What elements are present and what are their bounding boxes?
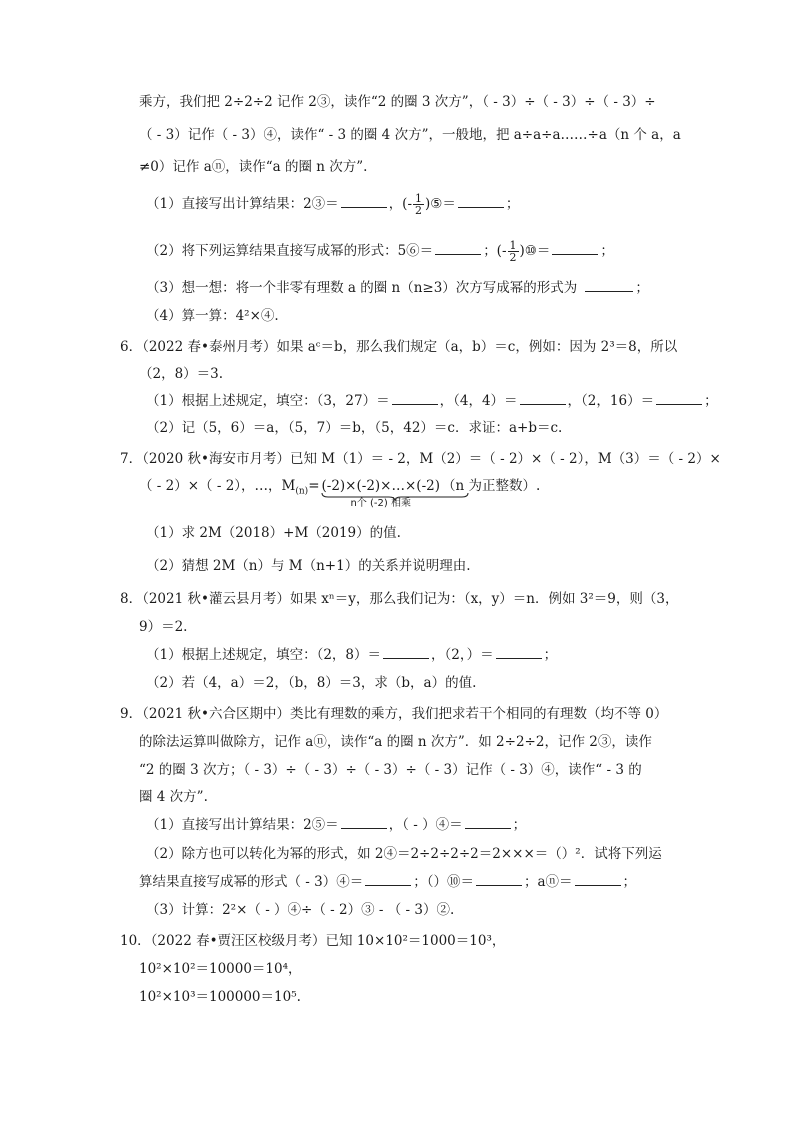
q5-part2-text-d: ； bbox=[600, 243, 614, 259]
q6-part2: （2）记（5，6）＝a，（5，7）＝b，（5，42）＝c．求证：a+b＝c. bbox=[146, 420, 563, 436]
q5-intro-line-3: ≠0）记作 aⓝ，读作“a 的圈 n 次方”. bbox=[139, 159, 368, 175]
fraction-denominator: 2 bbox=[509, 251, 517, 264]
q9-line-2: 的除法运算叫做除方，记作 aⓝ，读作“a 的圈 n 次方”．如 2÷2÷2，记作 2③，读作 bbox=[139, 734, 652, 750]
q5-part2-text: （2）将下列运算结果直接写成幂的形式：5⑥＝ bbox=[146, 243, 434, 259]
q9-part1-text-c: ； bbox=[512, 817, 527, 833]
q5-part1-text: （1）直接写出计算结果：2③＝ bbox=[146, 196, 339, 212]
q9-part2-text: 算结果直接写成幂的形式（ - 3）④＝ bbox=[139, 874, 364, 890]
q9-part2-text-b: ；（）⑩＝ bbox=[413, 874, 474, 890]
q9-part1-text-b: ，（ - ）④＝ bbox=[388, 817, 463, 833]
answer-blank[interactable] bbox=[552, 242, 598, 255]
q6-part1-text-d: ； bbox=[704, 393, 718, 409]
q5-part4: （4）算一算：4²×④. bbox=[146, 308, 279, 324]
q5-part3-text: （3）想一想：将一个非零有理数 a 的圈 n（n≥3）次方写成幂的形式为 bbox=[146, 280, 578, 296]
q6-line-2: （2，8）＝3. bbox=[139, 366, 224, 382]
q5-part1 bbox=[146, 193, 754, 216]
q6-part1-text-b: ，（4，4）＝ bbox=[439, 393, 518, 409]
q8-part1 bbox=[146, 646, 754, 664]
q7-underbrace-label: n个 (-2) 相乘 bbox=[350, 498, 411, 509]
answer-blank[interactable] bbox=[496, 646, 542, 659]
q7-product-expression: (-2)×(-2)×…×(-2) bbox=[321, 478, 440, 494]
answer-blank[interactable] bbox=[341, 816, 387, 829]
fraction-numerator: 1 bbox=[509, 239, 517, 252]
q6-part1-text-c: ，（2，16）＝ bbox=[567, 393, 655, 409]
answer-blank[interactable] bbox=[465, 816, 511, 829]
q7-line-1: 7．（2020 秋•海安市月考）已知 M（1）＝ - 2，M（2）＝（ - 2）×（ - 2），M（3）＝（ - 2）× bbox=[120, 451, 721, 467]
q9-part2: （2）除方也可以转化为幂的形式，如 2④＝2÷2÷2÷2＝2×××＝（）²．试将下列运 bbox=[146, 846, 662, 862]
q5-part2-text-b: ；(- bbox=[483, 243, 507, 259]
q7-equals: = bbox=[308, 478, 320, 494]
q7-part2: （2）猜想 2M（n）与 M（n+1）的关系并说明理由. bbox=[146, 558, 471, 574]
q5-part3 bbox=[146, 279, 754, 297]
fraction-denominator: 2 bbox=[415, 204, 423, 217]
answer-blank[interactable] bbox=[435, 242, 481, 255]
q5-part1-text-d: ； bbox=[505, 196, 520, 212]
q9-part2-text-d: ； bbox=[622, 874, 637, 890]
q7-underbrace-group bbox=[320, 477, 443, 509]
q5-part1-text-c: )⑤＝ bbox=[425, 196, 456, 212]
q9-part3: （3）计算：2²×（ - ）④÷（ - 2）③ - （ - 3）②. bbox=[146, 902, 455, 918]
answer-blank[interactable] bbox=[575, 873, 621, 886]
q8-part1-text-b: ，（2，）＝ bbox=[431, 647, 494, 663]
q6-part1-text: （1）根据上述规定，填空：（3，27）＝ bbox=[146, 393, 390, 409]
answer-blank[interactable] bbox=[458, 195, 504, 208]
q8-part1-text-c: ； bbox=[543, 647, 558, 663]
q7-line-2-text: （ - 2）×（ - 2），…，M bbox=[139, 478, 296, 494]
q5-part2 bbox=[146, 240, 754, 263]
q9-part2-cont bbox=[139, 873, 754, 891]
answer-blank[interactable] bbox=[476, 873, 522, 886]
fraction-half bbox=[508, 240, 519, 263]
answer-blank[interactable] bbox=[520, 392, 566, 405]
q5-intro-line-1: 乘方，我们把 2÷2÷2 记作 2③，读作“2 的圈 3 次方”，（ - 3）÷（ - 3）÷（ - 3）÷ bbox=[139, 94, 656, 110]
q7-line-2-text-b: （n 为正整数）. bbox=[442, 478, 541, 494]
answer-blank[interactable] bbox=[341, 195, 387, 208]
answer-blank[interactable] bbox=[365, 873, 411, 886]
q9-part2-text-c: ；aⓝ＝ bbox=[523, 874, 573, 890]
q10-line-1: 10．（2022 春•贾汪区校级月考）已知 10×10²＝1000＝10³， bbox=[120, 933, 506, 949]
q7-subscript-n: (n) bbox=[295, 486, 309, 497]
q7-part1: （1）求 2M（2018）+M（2019）的值. bbox=[146, 525, 401, 541]
q5-intro-line-2: （ - 3）记作（ - 3）④，读作“ - 3 的圈 4 次方”，一般地，把 a÷a÷a……÷a（n 个 a，a bbox=[139, 127, 681, 143]
q10-line-3: 10²×10³＝100000＝10⁵. bbox=[139, 989, 301, 1005]
answer-blank[interactable] bbox=[585, 279, 633, 292]
answer-blank[interactable] bbox=[656, 392, 702, 405]
q5-part2-text-c: )⑩＝ bbox=[519, 243, 551, 259]
q9-part1-text: （1）直接写出计算结果：2⑤＝ bbox=[146, 817, 339, 833]
q6-part1 bbox=[146, 392, 754, 410]
q8-part2: （2）若（4，a）＝2，（b，8）＝3，求（b，a）的值. bbox=[146, 675, 477, 691]
fraction-numerator: 1 bbox=[415, 192, 423, 205]
q9-part1 bbox=[146, 816, 754, 834]
q8-line-1: 8．（2021 秋•灌云县月考）如果 xⁿ＝y，那么我们记为：（x，y）＝n．例如 3²＝9，则（3， bbox=[120, 591, 679, 607]
q9-line-3: “2 的圈 3 次方；（ - 3）÷（ - 3）÷（ - 3）÷（ - 3）记作（ - 3）④，读作“ - 3 的 bbox=[139, 762, 642, 778]
q10-line-2: 10²×10²＝10000＝10⁴， bbox=[139, 961, 302, 977]
q6-line-1: 6．（2022 春•泰州月考）如果 aᶜ＝b，那么我们规定（a，b）＝c，例如：因为 2³＝8，所以 bbox=[120, 339, 678, 355]
q5-part1-text-b: ，(- bbox=[388, 196, 413, 212]
q5-part3-text-b: ； bbox=[635, 280, 649, 296]
fraction-half bbox=[413, 193, 424, 216]
q8-part1-text: （1）根据上述规定，填空：（2，8）＝ bbox=[146, 647, 382, 663]
answer-blank[interactable] bbox=[392, 392, 438, 405]
q9-line-4: 圈 4 次方”. bbox=[139, 789, 208, 805]
answer-blank[interactable] bbox=[383, 646, 429, 659]
q9-line-1: 9．（2021 秋•六合区期中）类比有理数的乘方，我们把求若干个相同的有理数（均不等 0） bbox=[120, 706, 668, 722]
q7-line-2 bbox=[139, 477, 754, 509]
q8-line-2: 9）＝2. bbox=[139, 619, 188, 635]
